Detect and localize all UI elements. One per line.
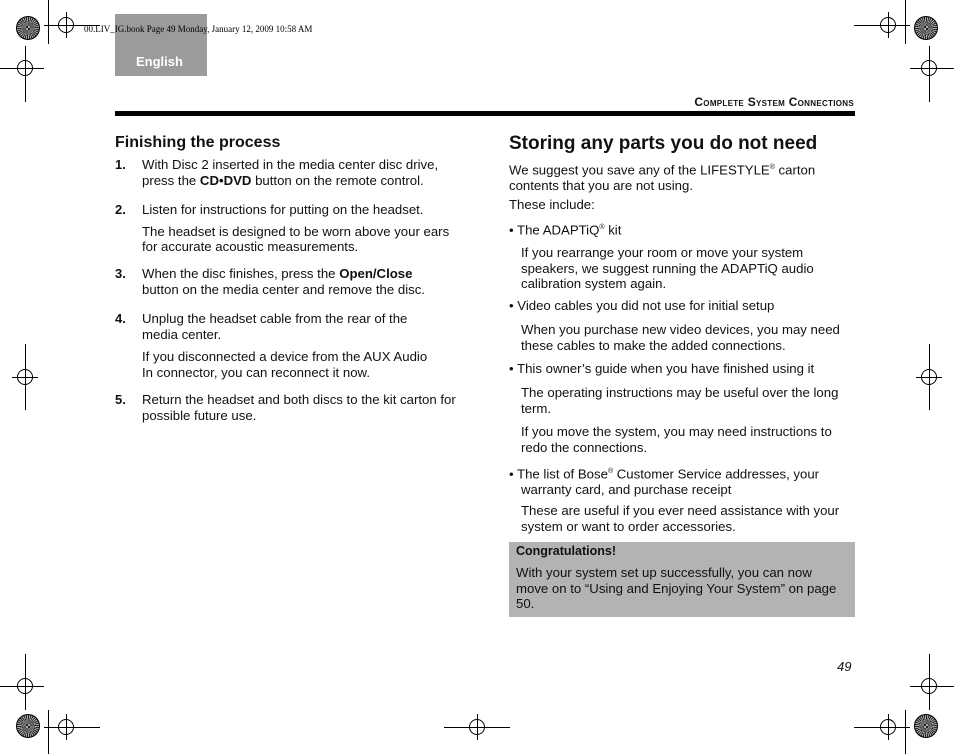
step-note: The headset is designed to be worn above your ears for accurate acoustic measurements. <box>142 223 450 254</box>
cd-dvd-button-label: CD•DVD <box>199 172 252 188</box>
bullet-adaptiq: • The ADAPTiQ® kit <box>509 222 622 238</box>
rosette-icon <box>914 714 938 738</box>
step-number: 3. <box>115 266 126 281</box>
step-text: With Disc 2 inserted in the media center disc drive, press the CD•DVD button on the remote control. <box>142 157 439 188</box>
step-text: Listen for instructions for putting on the headset. <box>142 202 424 217</box>
congratulations-callout <box>509 542 855 617</box>
print-slug: 00.LIV_IG.book Page 49 Monday, January 12, 2009 10:58 AM <box>84 24 313 34</box>
callout-title: Congratulations! <box>516 544 616 558</box>
step-note: If you disconnected a device from the AUX Audio In connector, you can reconnect it now. <box>142 349 428 380</box>
open-close-button-label: Open/Close <box>339 266 413 281</box>
bullet-note: When you purchase new video devices, you may need these cables to make the added connections. <box>521 322 840 353</box>
step-2 <box>115 202 460 255</box>
rosette-icon <box>914 16 938 40</box>
bullet-owners-guide: • This owner’s guide when you have finished using it <box>509 361 815 376</box>
step-text: When the disc finishes, press the Open/Close button on the media center and remove the disc. <box>142 266 425 297</box>
left-column <box>115 134 460 423</box>
bullet-note: The operating instructions may be useful over the long term. <box>521 385 839 416</box>
rosette-icon <box>16 16 40 40</box>
step-3 <box>115 266 460 297</box>
step-text: Unplug the headset cable from the rear of the media center. <box>142 311 408 342</box>
bullet-video-cables: • Video cables you did not use for initial setup <box>509 298 775 313</box>
finishing-heading: Finishing the process <box>115 134 281 151</box>
step-text: Return the headset and both discs to the kit carton for possible future use. <box>142 392 456 423</box>
bullet-note: If you rearrange your room or move your system speakers, we suggest running the ADAPTiQ audio calibration system again. <box>521 245 814 291</box>
step-number: 1. <box>115 157 126 172</box>
bullet-note: If you move the system, you may need instructions to redo the connections. <box>521 424 832 455</box>
step-1 <box>115 157 460 188</box>
bullet-note: These are useful if you ever need assistance with your system or want to order accessories. <box>521 503 840 534</box>
callout-text: With your system set up successfully, you can now move on to “Using and Enjoying Your System” on page 50. <box>516 565 837 611</box>
header-rule <box>115 111 855 116</box>
step-5 <box>115 392 460 423</box>
step-number: 4. <box>115 311 126 326</box>
intro-paragraph: We suggest you save any of the LIFESTYLE® carton contents that you are not using. <box>509 162 816 193</box>
storing-heading: Storing any parts you do not need <box>509 133 818 154</box>
language-label: English <box>136 54 183 69</box>
right-column <box>509 133 855 534</box>
section-header: Complete System Connections <box>694 95 854 109</box>
these-include: These include: <box>509 197 595 212</box>
step-number: 2. <box>115 202 126 217</box>
page-number: 49 <box>837 659 852 674</box>
step-4 <box>115 311 460 380</box>
rosette-icon <box>16 714 40 738</box>
bullet-service-list: • The list of Bose® Customer Service addresses, your warranty card, and purchase receipt <box>509 466 820 497</box>
step-number: 5. <box>115 392 126 407</box>
